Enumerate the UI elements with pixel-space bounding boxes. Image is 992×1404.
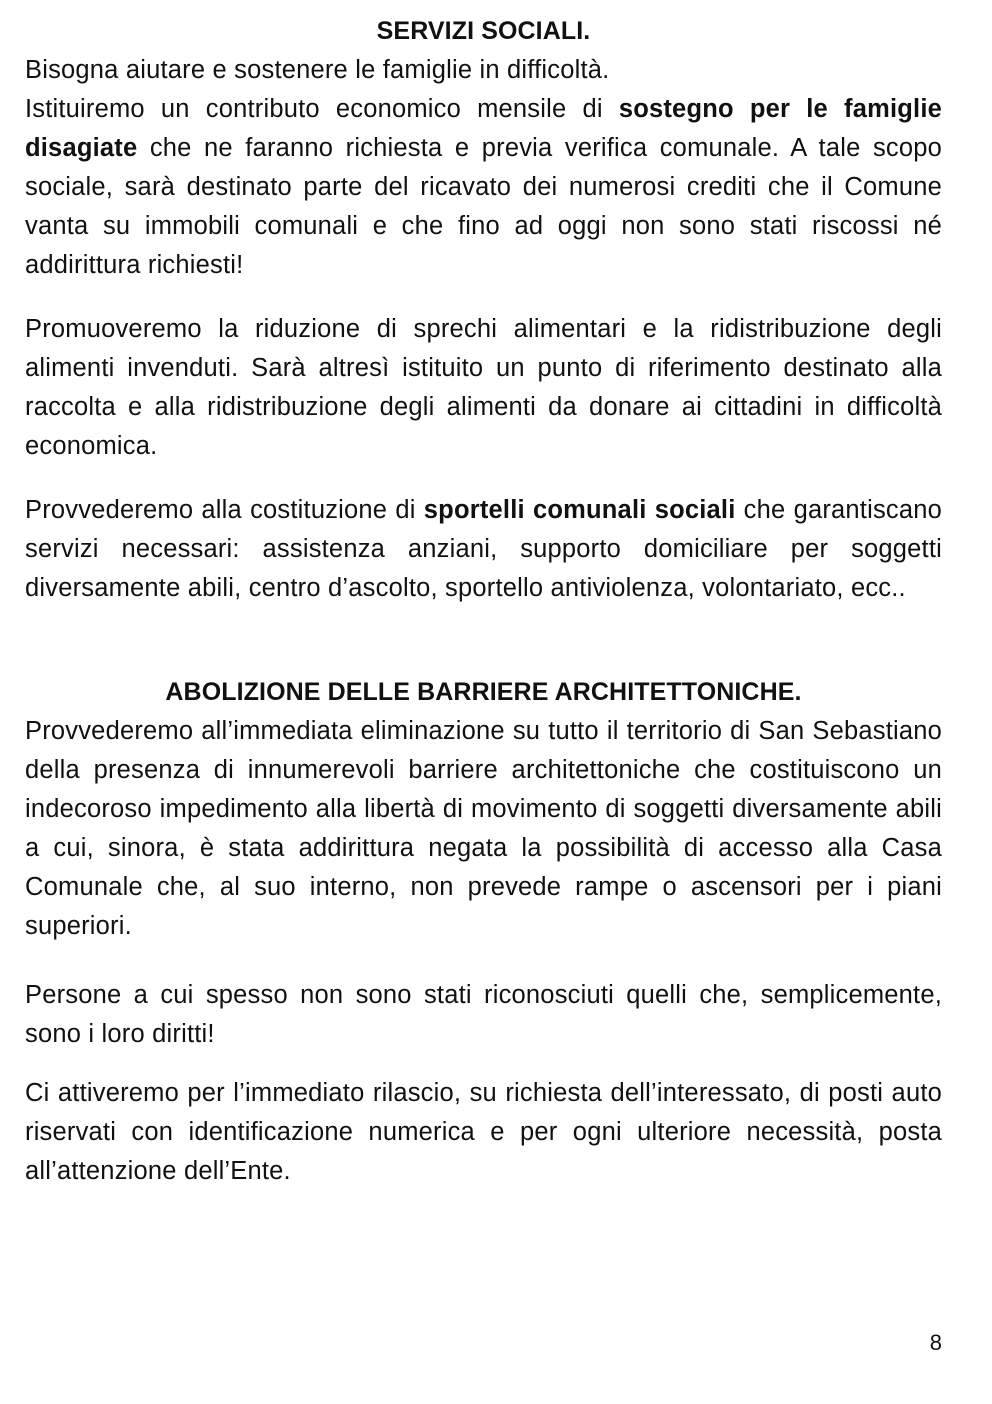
paragraph-text: Bisogna aiutare e sostenere le famiglie in difficoltà. (25, 56, 610, 84)
paragraph-posti-auto: Ci attiveremo per l’immediato rilascio, su richiesta dell’interessato, di posti auto riservati con identificazione numerica e per ogni ulteriore necessità, posta all’attenzione dell’Ente. (25, 1079, 942, 1185)
document-page (25, 0, 942, 1191)
section-title-barriere-architettoniche: ABOLIZIONE DELLE BARRIERE ARCHITETTONICHE. (165, 678, 802, 706)
section-title-servizi-sociali: SERVIZI SOCIALI. (376, 17, 591, 45)
paragraph-sprechi-alimentari: Promuoveremo la riduzione di sprechi alimentari e la ridistribuzione degli alimenti invenduti. Sarà altresì istituito un punto di riferimento destinato alla raccolta e alla ridistribuzione degli alimenti da donare ai cittadini in difficoltà economica. (25, 315, 942, 460)
paragraph-text: Provvederemo alla costituzione di (25, 496, 424, 524)
paragraph-text: che garantiscano servizi necessari: assistenza anziani, supporto domiciliare per soggetti diversamente abili, centro d’ascolto, sportello antiviolenza, volontariato, ecc.. (25, 496, 942, 602)
paragraph-text: che ne faranno richiesta e previa verifica comunale. A tale scopo sociale, sarà destinato parte del ricavato dei numerosi crediti che il Comune vanta su immobili comunali e che fino ad oggi non sono stati riscossi né addirittura richiesti! (25, 134, 942, 279)
paragraph-servizi-intro (25, 51, 942, 285)
bold-text: sostegno per le famiglie disagiate (25, 95, 942, 162)
paragraph-barriere-eliminazione: Provvederemo all’immediata eliminazione su tutto il territorio di San Sebastiano della presenza di innumerevoli barriere architettoniche che costituiscono un indecoroso impedimento alla libertà di movimento di soggetti diversamente abili a cui, sinora, è stata addirittura negata la possibilità di accesso alla Casa Comunale che, al suo interno, non prevede rampe o ascensori per i piani superiori. (25, 717, 942, 940)
page-number: 8 (929, 1330, 942, 1355)
paragraph-sportelli-sociali (25, 491, 942, 608)
paragraph-text: Istituiremo un contributo economico mensile di (25, 95, 619, 123)
bold-text: sportelli comunali sociali (423, 496, 736, 524)
paragraph-diritti: Persone a cui spesso non sono stati riconosciuti quelli che, semplicemente, sono i loro diritti! (25, 981, 942, 1048)
